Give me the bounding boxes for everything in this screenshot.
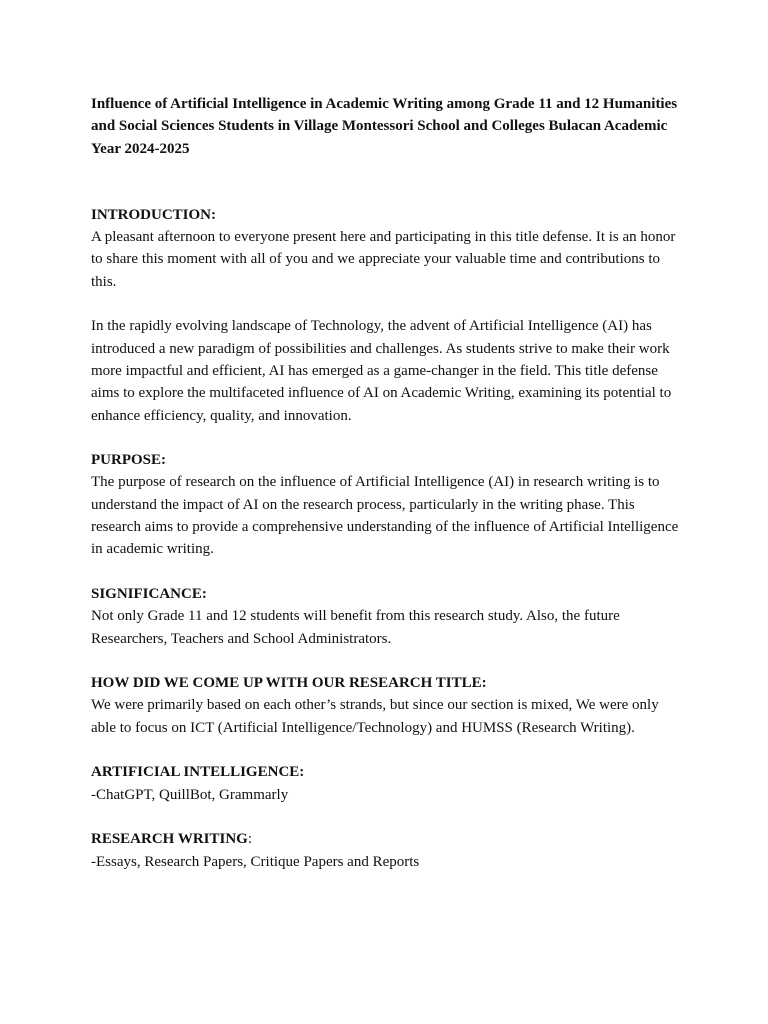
research-writing-section — [91, 828, 681, 873]
introduction-heading: INTRODUCTION: — [91, 206, 217, 223]
artificial-intelligence-section — [91, 761, 681, 806]
research-writing-heading: RESEARCH WRITING — [91, 831, 248, 848]
introduction-section — [91, 204, 681, 427]
purpose-section — [91, 449, 681, 560]
significance-paragraph: Not only Grade 11 and 12 students will benefit from this research study. Also, the future Researchers, Teachers and School Administrators. — [91, 608, 620, 647]
document-title: Influence of Artificial Intelligence in Academic Writing among Grade 11 and 12 Humanities and Social Sciences Students in Village Montessori School and Colleges Bulacan Academic Year 2024-2025 — [91, 96, 678, 157]
spacer — [91, 561, 681, 583]
introduction-paragraph-2: In the rapidly evolving landscape of Technology, the advent of Artificial Intelligence (AI) has introduced a new paradigm of possibilities and challenges. As students strive to make their work more impactful and efficient, AI has emerged as a game-changer in the field. This title defense aims to explore the multifaceted influence of AI on Academic Writing, examining its potential to enhance efficiency, quality, and innovation. — [91, 318, 672, 424]
document-content — [91, 93, 681, 873]
purpose-heading: PURPOSE: — [91, 452, 166, 469]
introduction-paragraph-1: A pleasant afternoon to everyone present here and participating in this title defense. It is an honor to share this moment with all of you and we appreciate your valuable time and contributions to this. — [91, 229, 676, 290]
spacer — [91, 160, 681, 204]
significance-heading: SIGNIFICANCE: — [91, 585, 207, 602]
research-title-origin-heading: HOW DID WE COME UP WITH OUR RESEARCH TITLE: — [91, 675, 487, 692]
research-writing-heading-colon: : — [247, 831, 253, 848]
spacer — [91, 293, 681, 315]
artificial-intelligence-list: -ChatGPT, QuillBot, Grammarly — [91, 786, 289, 803]
spacer — [91, 806, 681, 828]
artificial-intelligence-heading: ARTIFICIAL INTELLIGENCE: — [91, 764, 305, 781]
purpose-paragraph: The purpose of research on the influence of Artificial Intelligence (AI) in research writing is to understand the impact of AI on the research process, particularly in the writing phase. This research aims to provide a comprehensive understanding of the influence of Artificial Intelligence in academic writing. — [91, 474, 679, 558]
research-title-origin-paragraph: We were primarily based on each other’s strands, but since our section is mixed, We were only able to focus on ICT (Artificial Intelligence/Technology) and HUMSS (Research Writing). — [91, 697, 659, 736]
research-writing-heading-line — [91, 828, 681, 850]
significance-section — [91, 583, 681, 650]
spacer — [91, 739, 681, 761]
research-title-origin-section — [91, 672, 681, 739]
spacer — [91, 650, 681, 672]
research-writing-list: -Essays, Research Papers, Critique Papers and Reports — [91, 853, 420, 870]
spacer — [91, 427, 681, 449]
